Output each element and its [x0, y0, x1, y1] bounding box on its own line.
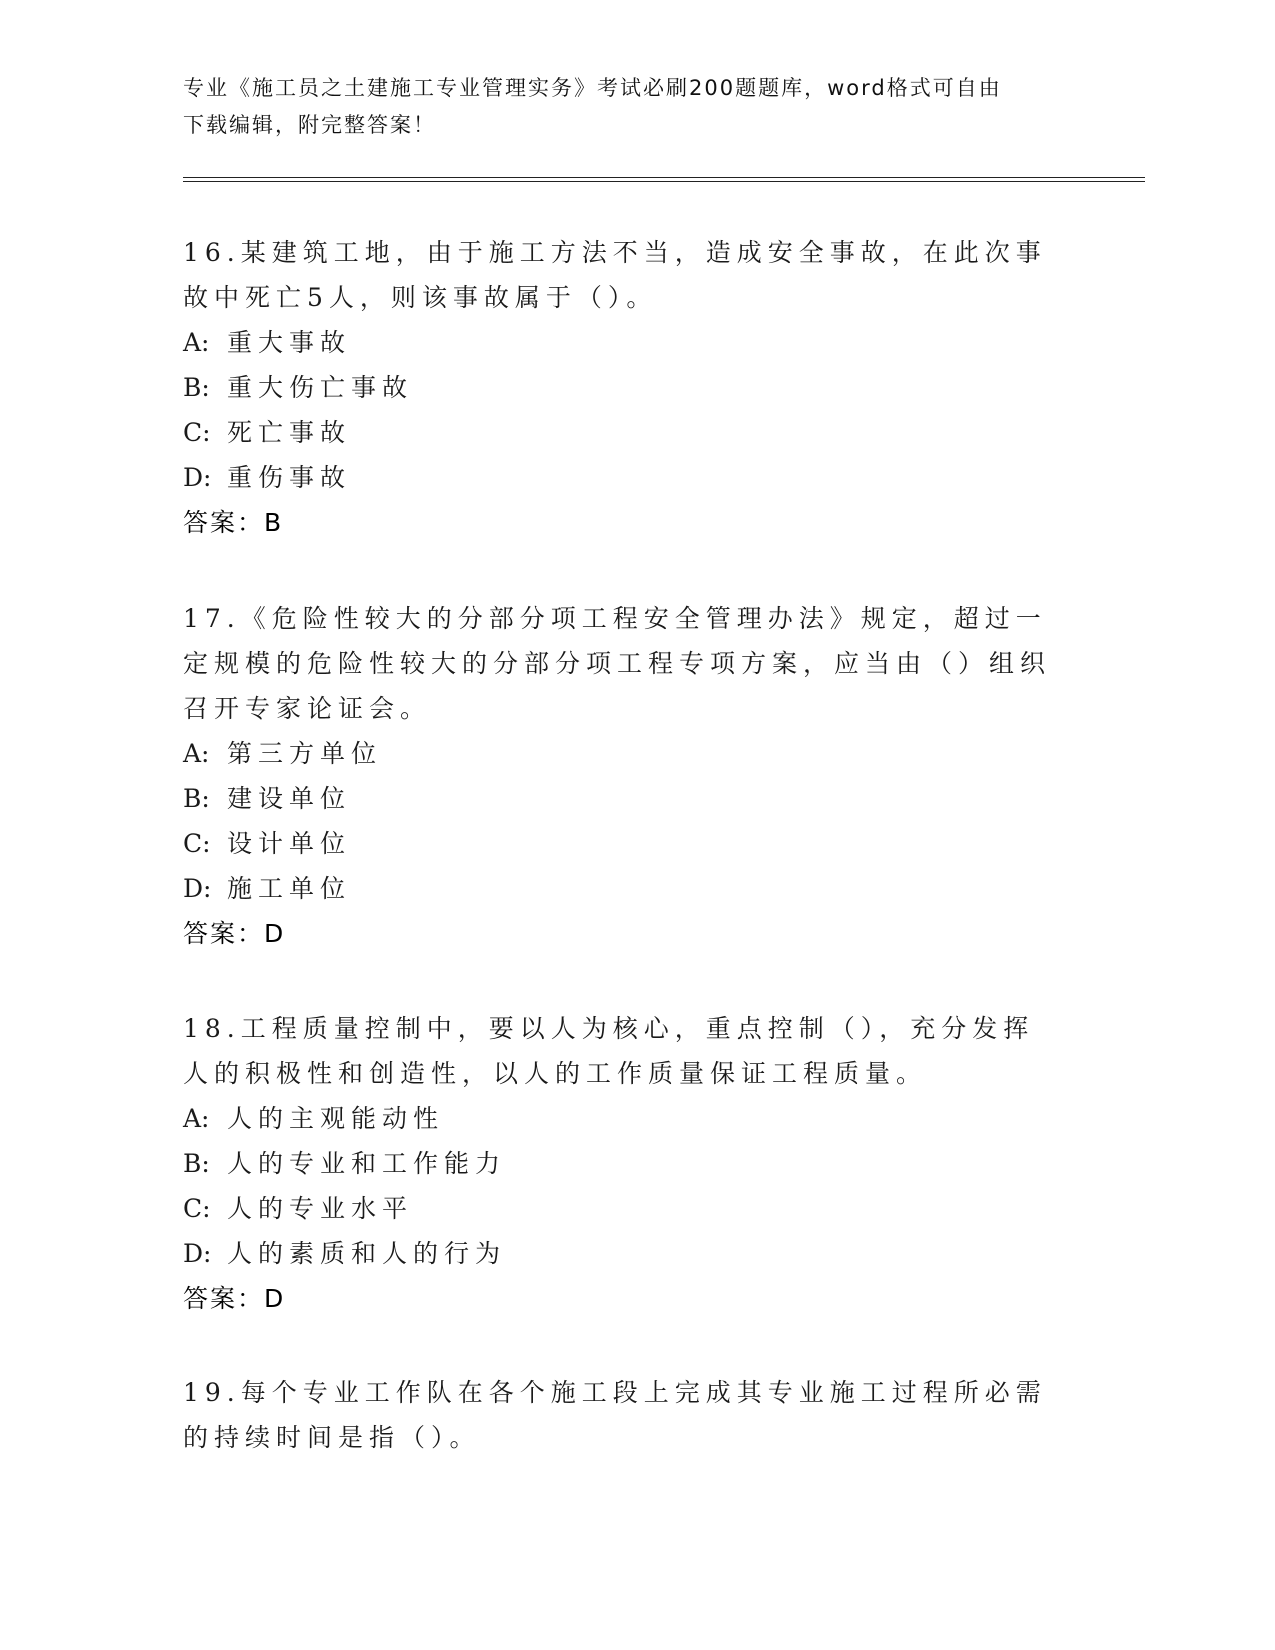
document-header: [183, 70, 1063, 144]
option-letter: D:: [183, 463, 212, 492]
option-text: 重大事故: [227, 328, 352, 357]
option-letter: C:: [183, 1194, 211, 1223]
question-stem: 18.工程质量控制中，要以人为核心，重点控制（），充分发挥人的积极性和创造性，以人的工作质量保证工程质量。: [183, 1014, 1035, 1088]
option-text: 第三方单位: [227, 739, 383, 768]
option-text: 人的主观能动性: [227, 1104, 445, 1133]
option-text: 死亡事故: [227, 418, 352, 447]
option-letter: B:: [183, 1149, 210, 1178]
option-text: 人的素质和人的行为: [227, 1239, 507, 1268]
option-b: [183, 365, 1063, 410]
question-stem: 17.《危险性较大的分部分项工程安全管理办法》规定，超过一定规模的危险性较大的分部分项工程专项方案，应当由（）组织召开专家论证会。: [183, 604, 1052, 723]
question-17: [183, 596, 1063, 957]
answer-line: 答案：B: [183, 508, 284, 537]
option-c: [183, 821, 1063, 866]
question-stem: 16.某建筑工地，由于施工方法不当，造成安全事故，在此次事故中死亡5人，则该事故属于（）。: [183, 238, 1047, 312]
option-c: [183, 410, 1063, 455]
option-text: 重大伤亡事故: [227, 373, 414, 402]
option-a: [183, 731, 1063, 776]
option-letter: B:: [183, 373, 210, 402]
option-a: [183, 1096, 1063, 1141]
option-c: [183, 1186, 1063, 1231]
question-stem: 19.每个专业工作队在各个施工段上完成其专业施工过程所必需的持续时间是指（）。: [183, 1378, 1047, 1452]
option-d: [183, 455, 1063, 500]
option-d: [183, 866, 1063, 911]
option-letter: D:: [183, 874, 212, 903]
option-text: 重伤事故: [227, 463, 352, 492]
option-text: 人的专业水平: [227, 1194, 414, 1223]
option-text: 建设单位: [227, 784, 352, 813]
header-line-2: 下载编辑，附完整答案！: [183, 113, 436, 137]
option-a: [183, 320, 1063, 365]
option-letter: A:: [183, 328, 210, 357]
question-16: [183, 230, 1063, 546]
option-letter: C:: [183, 418, 211, 447]
option-text: 施工单位: [227, 874, 352, 903]
option-letter: D:: [183, 1239, 212, 1268]
header-line-1: 专业《施工员之土建施工专业管理实务》考试必刷200题题库，word格式可自由: [183, 76, 1002, 100]
answer-line: 答案：D: [183, 1284, 286, 1313]
option-text: 人的专业和工作能力: [227, 1149, 507, 1178]
answer-line: 答案：D: [183, 919, 286, 948]
question-18: [183, 1006, 1063, 1322]
option-b: [183, 1141, 1063, 1186]
header-divider-bottom: [183, 181, 1145, 182]
question-19: [183, 1370, 1063, 1460]
option-letter: A:: [183, 739, 210, 768]
option-letter: B:: [183, 784, 210, 813]
option-text: 设计单位: [227, 829, 352, 858]
option-letter: A:: [183, 1104, 210, 1133]
header-divider-top: [183, 177, 1145, 178]
option-d: [183, 1231, 1063, 1276]
option-b: [183, 776, 1063, 821]
option-letter: C:: [183, 829, 211, 858]
